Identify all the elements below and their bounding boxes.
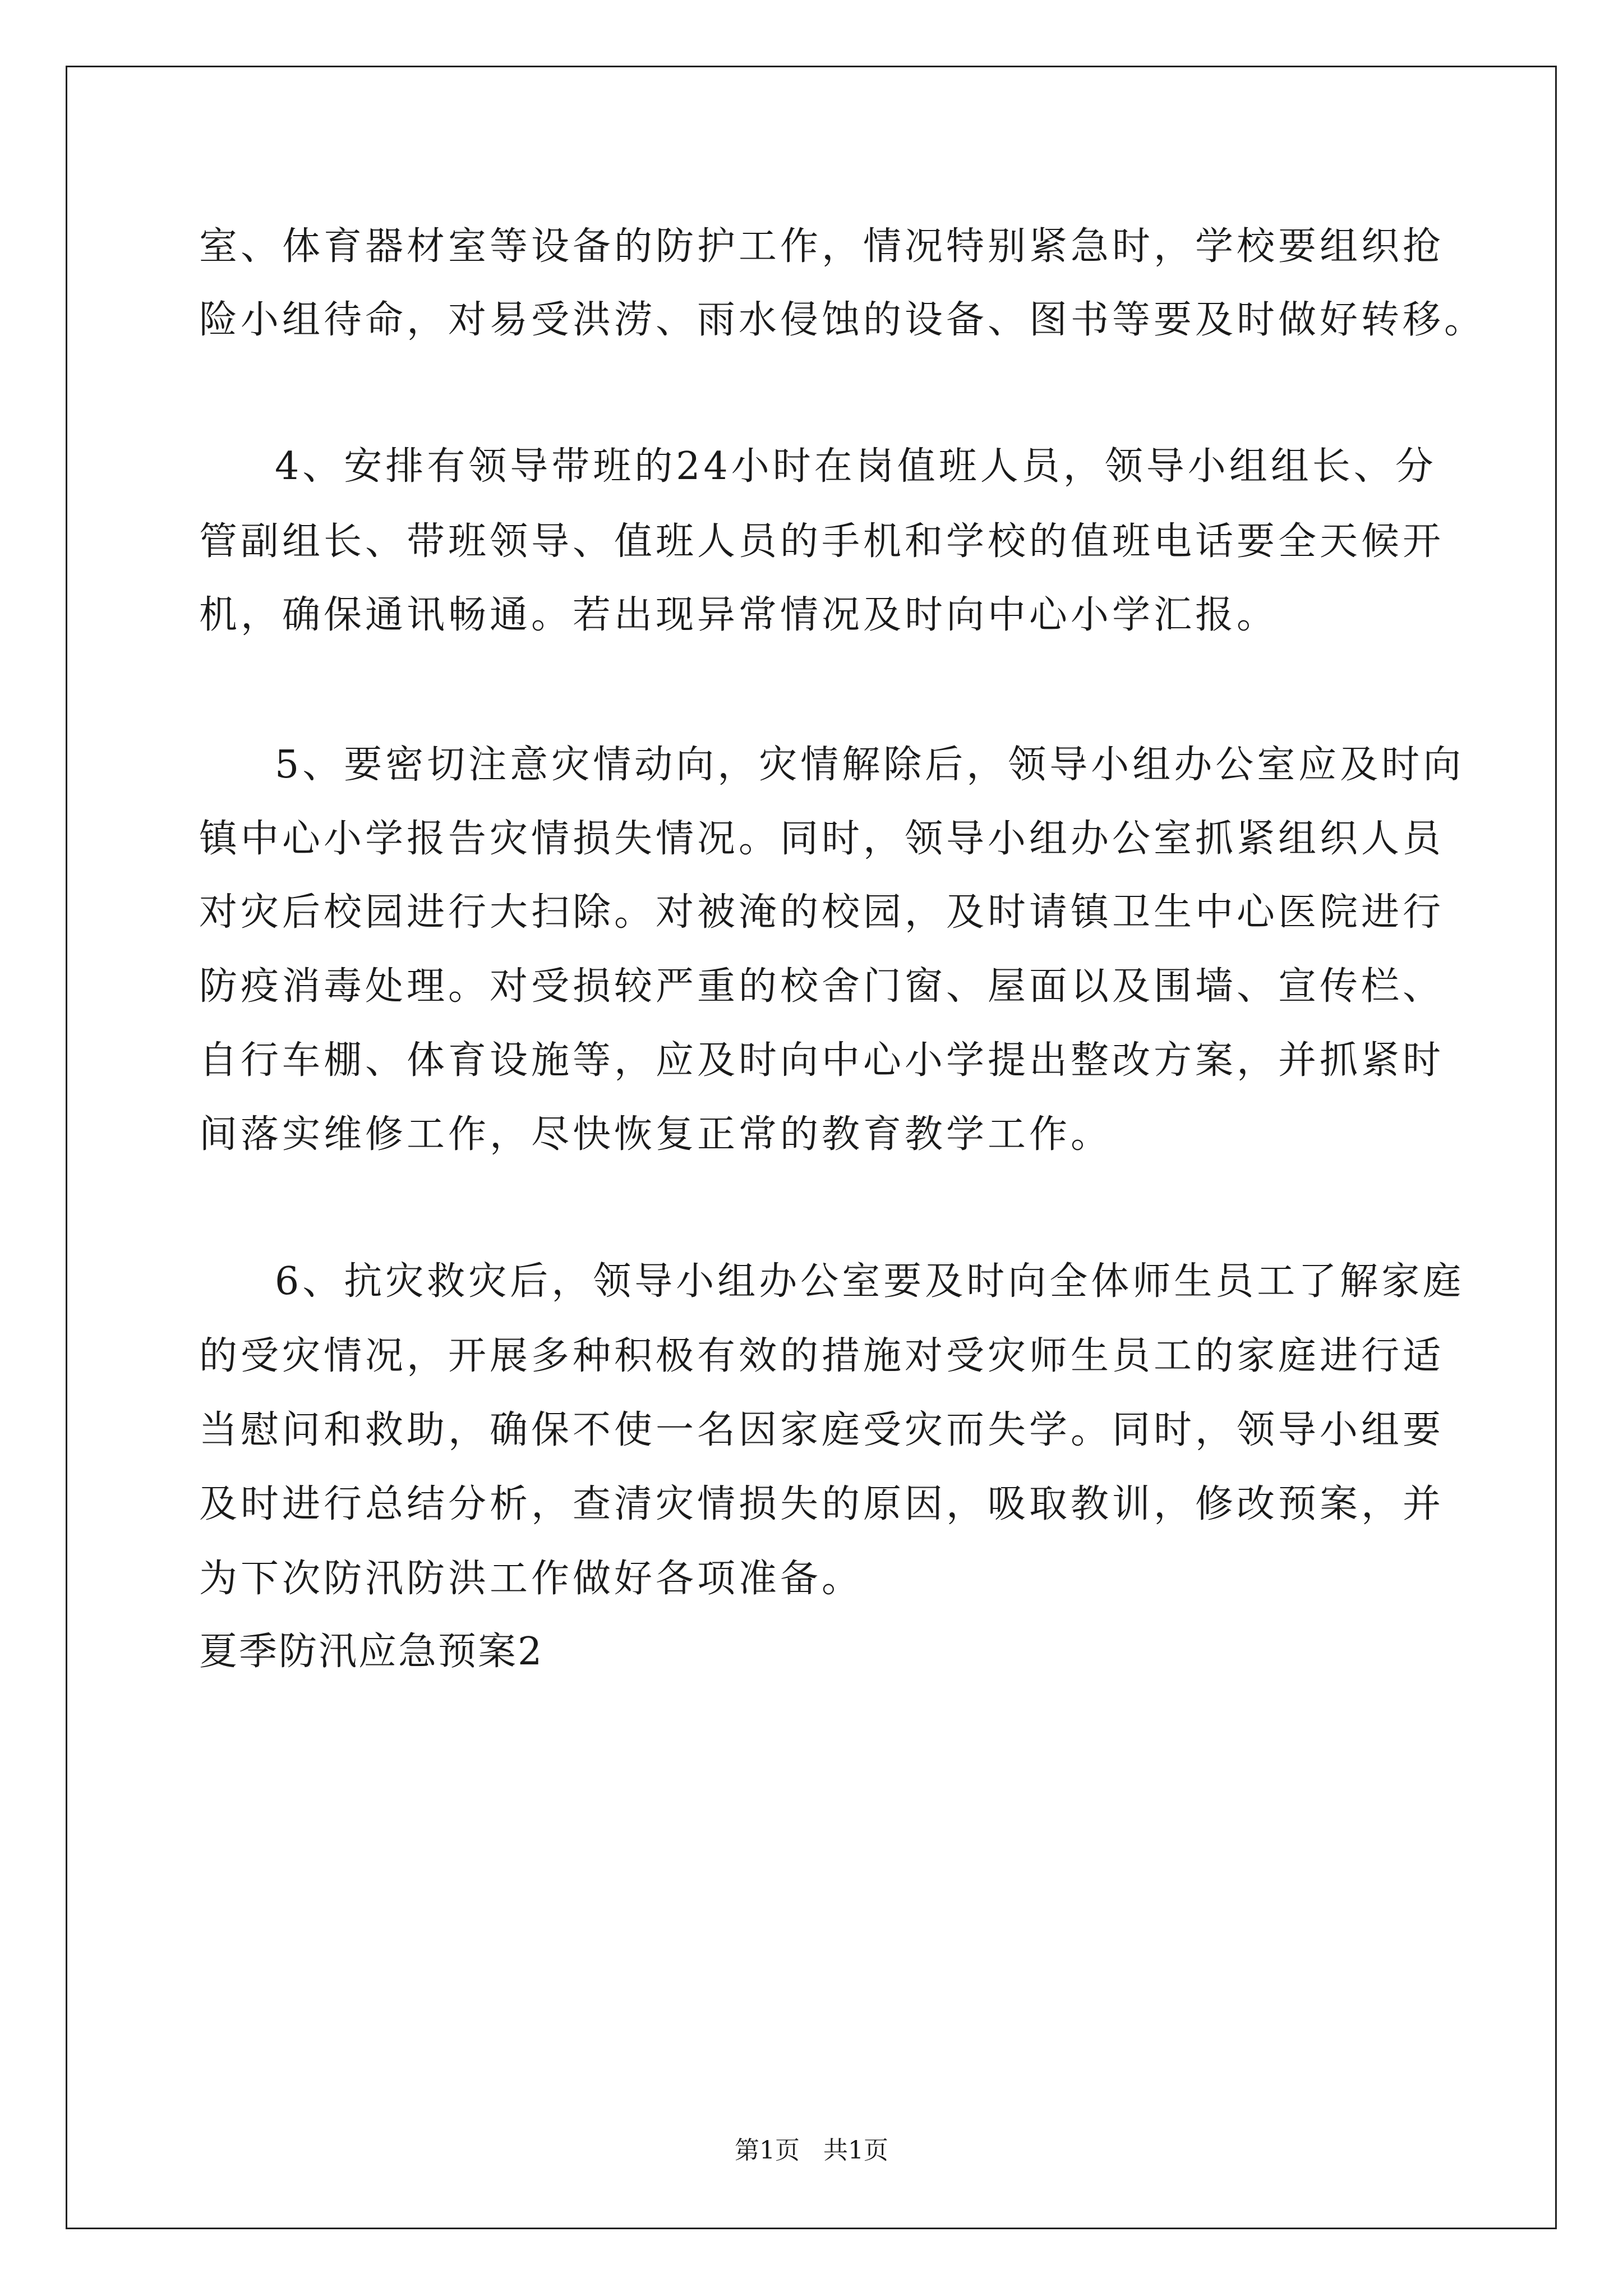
body-line-16: 为下次防汛防洪工作做好各项准备。	[199, 1557, 864, 1601]
body-line-1: 室、体育器材室等设备的防护工作，情况特别紧急时，学校要组织抢	[199, 224, 1445, 269]
body-line-10: 自行车棚、体育设施等，应及时向中心小学提出整改方案，并抓紧时	[199, 1038, 1445, 1083]
body-line-9: 防疫消毒处理。对受损较严重的校舍门窗、屋面以及围墙、宣传栏、	[199, 964, 1445, 1009]
body-line-12: 6、抗灾救灾后，领导小组办公室要及时向全体师生员工了解家庭	[275, 1259, 1465, 1304]
body-line-7: 镇中心小学报告灾情损失情况。同时，领导小组办公室抓紧组织人员	[199, 817, 1445, 861]
body-line-15: 及时进行总结分析，查清灾情损失的原因，吸取教训，修改预案，并	[199, 1482, 1445, 1526]
body-line-4: 管副组长、带班领导、值班人员的手机和学校的值班电话要全天候开	[199, 519, 1445, 564]
body-line-8: 对灾后校园进行大扫除。对被淹的校园，及时请镇卫生中心医院进行	[199, 890, 1445, 935]
body-line-14: 当慰问和救助，确保不使一名因家庭受灾而失学。同时，领导小组要	[199, 1408, 1445, 1452]
body-line-3: 4、安排有领导带班的24小时在岗值班人员，领导小组组长、分	[275, 444, 1437, 489]
body-line-13: 的受灾情况，开展多种积极有效的措施对受灾师生员工的家庭进行适	[199, 1334, 1445, 1378]
body-line-11: 间落实维修工作，尽快恢复正常的教育教学工作。	[199, 1112, 1113, 1157]
body-line-2: 险小组待命，对易受洪涝、雨水侵蚀的设备、图书等要及时做好转移。	[199, 298, 1486, 342]
body-line-6: 5、要密切注意灾情动向，灾情解除后，领导小组办公室应及时向	[275, 743, 1465, 787]
page-footer: 第1页 共1页	[735, 2136, 888, 2165]
body-line-5: 机，确保通讯畅通。若出现异常情况及时向中心小学汇报。	[199, 593, 1279, 637]
section-heading: 夏季防汛应急预案2	[199, 1630, 544, 1674]
